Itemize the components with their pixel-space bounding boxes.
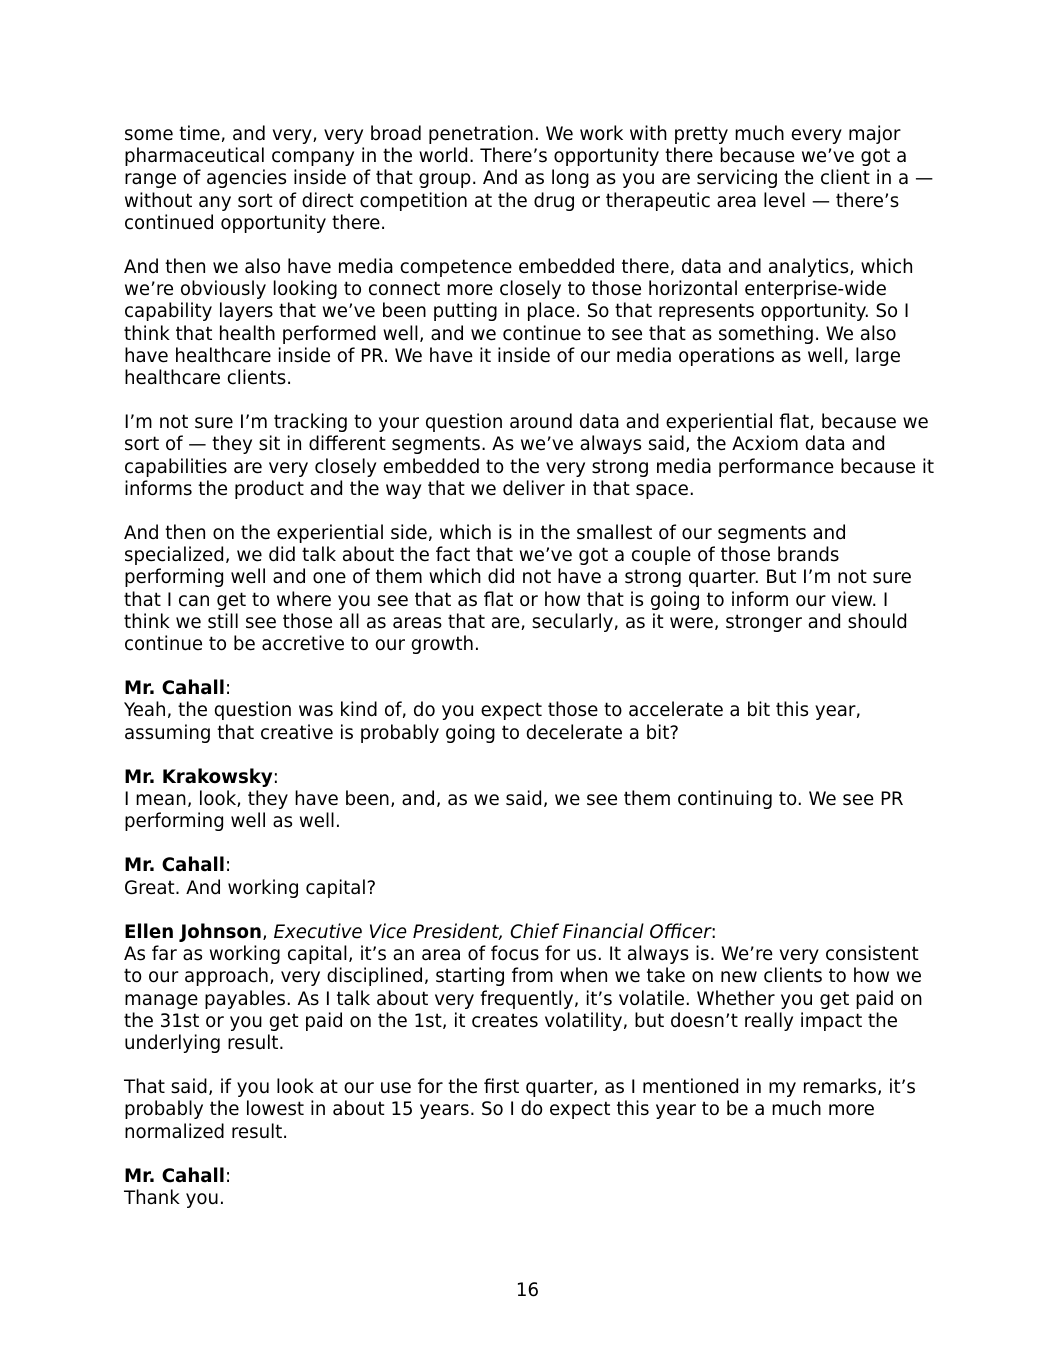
speaker-name: Mr. Krakowsky (124, 766, 273, 788)
speaker-label: Mr. Krakowsky: (124, 766, 279, 788)
paragraph-health: some time, and very, very broad penetration. We work with pretty much every major pharmaceutical company in the world. There’s opportunity there because we’ve got a range of agencies inside of that group. And as long as you are servicing the client in a — without any sort of direct competition at the drug or therapeutic area level — there’s continued opportunity there. (124, 124, 934, 234)
speaker-name: Mr. Cahall (124, 1165, 226, 1187)
exchange-cahall-working-capital (124, 855, 936, 899)
cfo-paragraph-first-quarter: That said, if you look at our use for the first quarter, as I mentioned in my remarks, it’s probably the lowest in about 15 years. So I do expect this year to be a much more normalized result. (124, 1077, 916, 1143)
exchange-krakowsky-answer (124, 767, 936, 834)
speaker-label: Mr. Cahall: (124, 855, 232, 877)
page-number: 16 (515, 1280, 540, 1301)
speaker-text: I mean, look, they have been, and, as we said, we see them continuing to. We see PR performing well as well. (124, 789, 904, 833)
exchange-cahall-question (124, 678, 936, 745)
speaker-text: Great. And working capital? (124, 877, 377, 899)
transcript-page (124, 124, 936, 1232)
speaker-label: Ellen Johnson, Executive Vice President, Chief Financial Officer: (124, 921, 717, 943)
speaker-label: Mr. Cahall: (124, 678, 232, 700)
paragraph-experiential-side: And then on the experiential side, which is in the smallest of our segments and specialized, we did talk about the fact that we’ve got a couple of those brands performing well and one of them which did not have a strong quarter. But I’m not sure that I can get to where you see that as flat or how that is going to inform our view. I think we still see those all as areas that are, secularly, as it were, stronger and should continue to be accretive to our growth. (124, 523, 912, 656)
paragraph-data-experiential: I’m not sure I’m tracking to your question around data and experiential flat, because we sort of — they sit in different segments. As we’ve always said, the Acxiom data and capabilities are very closely embedded to the very strong media performance because it informs the product and the way that we deliver in that space. (124, 412, 935, 500)
exchange-cfo-answer (124, 922, 936, 1055)
exchange-cahall-closing (124, 1166, 936, 1210)
speaker-text: Thank you. (124, 1187, 225, 1209)
paragraph-media-competence: And then we also have media competence embedded there, data and analytics, which we’re obviously looking to connect more closely to those horizontal enterprise-wide capability layers that we’ve been putting in place. So that represents opportunity. So I think that health performed well, and we continue to see that as something. We also have healthcare inside of PR. We have it inside of our media operations as well, large healthcare clients. (124, 257, 914, 390)
cfo-paragraph-working-capital: As far as working capital, it’s an area of focus for us. It always is. We’re very consistent to our approach, very disciplined, starting from when we take on new clients to how we manage payables. As I talk about very frequently, it’s volatile. Whether you get paid on the 31st or you get paid on the 1st, it creates volatility, but doesn’t really impact the underlying result. (124, 944, 923, 1054)
cfo-name: Ellen Johnson (124, 921, 262, 943)
cfo-title: Executive Vice President, Chief Financial Officer (273, 921, 711, 943)
speaker-label: Mr. Cahall: (124, 1165, 232, 1187)
speaker-name: Mr. Cahall (124, 678, 226, 700)
speaker-name: Mr. Cahall (124, 855, 226, 877)
speaker-text: Yeah, the question was kind of, do you expect those to accelerate a bit this year, assuming that creative is probably going to decelerate a bit? (124, 700, 862, 744)
